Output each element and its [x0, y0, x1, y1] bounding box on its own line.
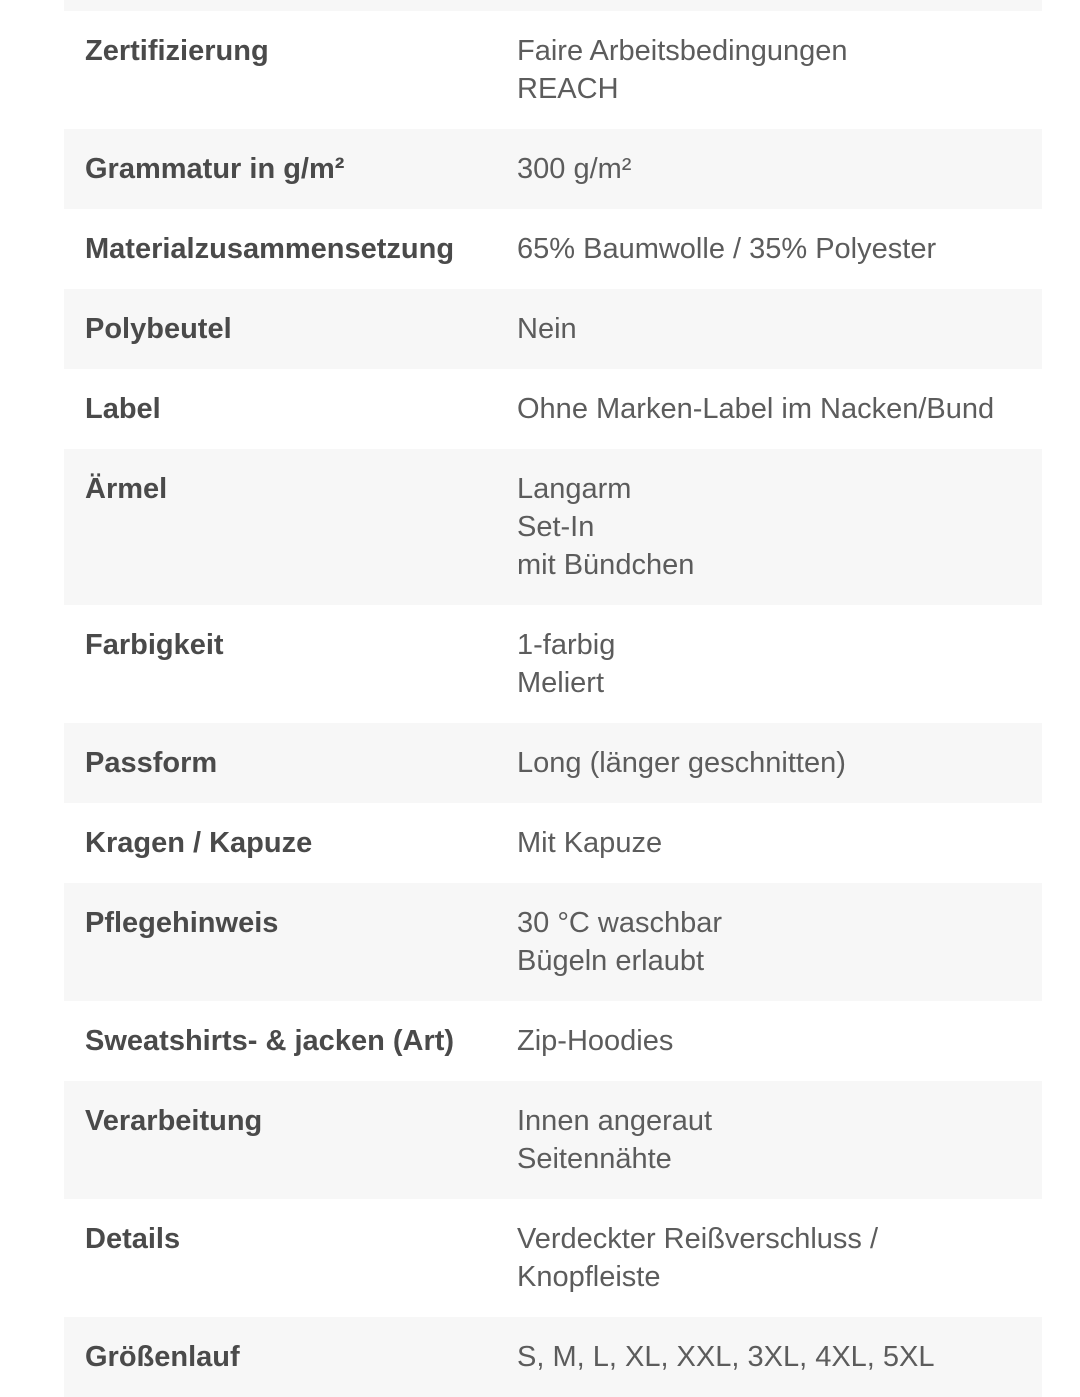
spec-row — [64, 803, 1042, 883]
spec-value: Innen angeraut — [517, 1105, 713, 1137]
spec-value: Mit Kapuze — [517, 827, 663, 859]
spec-label: Label — [85, 393, 161, 425]
spec-values — [517, 32, 1042, 108]
spec-value: 65% Baumwolle / 35% Polyester — [517, 233, 937, 265]
spec-row — [64, 129, 1042, 209]
spec-value: Verdeckter Reißverschluss / — [517, 1223, 879, 1255]
spec-row — [64, 449, 1042, 605]
spec-values — [517, 390, 1042, 428]
spec-label: Kragen / Kapuze — [85, 827, 313, 859]
spec-label: Polybeutel — [85, 313, 232, 345]
spec-value: mit Bündchen — [517, 549, 695, 581]
spec-values — [517, 310, 1042, 348]
spec-row — [64, 883, 1042, 1001]
product-spec-table — [64, 0, 1042, 1397]
spec-value: 300 g/m² — [517, 153, 632, 185]
spec-rows — [64, 11, 1042, 1397]
spec-value: REACH — [517, 73, 619, 105]
spec-values — [517, 230, 1042, 268]
spec-row — [64, 1317, 1042, 1397]
spec-value: Meliert — [517, 667, 605, 699]
spec-row — [64, 369, 1042, 449]
spec-value: Langarm — [517, 473, 632, 505]
spec-values — [517, 470, 1042, 584]
spec-values — [517, 1338, 1042, 1376]
spec-value: Bügeln erlaubt — [517, 945, 705, 977]
spec-value: 30 °C waschbar — [517, 907, 723, 939]
spec-label: Pflegehinweis — [85, 907, 279, 939]
spec-label: Zertifizierung — [85, 35, 269, 67]
spec-label: Grammatur in g/m² — [85, 153, 345, 185]
spec-values — [517, 824, 1042, 862]
spec-row — [64, 11, 1042, 129]
spec-values — [517, 1102, 1042, 1178]
spec-label: Ärmel — [85, 473, 168, 505]
spec-values — [517, 904, 1042, 980]
spec-row — [64, 1081, 1042, 1199]
spec-value: Long (länger geschnitten) — [517, 747, 846, 779]
spec-row — [64, 1199, 1042, 1317]
spec-label: Sweatshirts- & jacken (Art) — [85, 1025, 455, 1057]
spec-value: S, M, L, XL, XXL, 3XL, 4XL, 5XL — [517, 1341, 935, 1373]
spec-row — [64, 605, 1042, 723]
spec-label: Materialzusammensetzung — [85, 233, 455, 265]
spec-row — [64, 209, 1042, 289]
table-top-edge — [64, 0, 1042, 11]
spec-values — [517, 744, 1042, 782]
spec-value: Faire Arbeitsbedingungen — [517, 35, 848, 67]
spec-label: Verarbeitung — [85, 1105, 263, 1137]
spec-row — [64, 1001, 1042, 1081]
spec-value: Set-In — [517, 511, 595, 543]
spec-value: Knopfleiste — [517, 1261, 661, 1293]
spec-label: Details — [85, 1223, 181, 1255]
spec-values — [517, 1022, 1042, 1060]
spec-value: Nein — [517, 313, 577, 345]
spec-values — [517, 626, 1042, 702]
spec-values — [517, 150, 1042, 188]
spec-value: Zip-Hoodies — [517, 1025, 674, 1057]
spec-row — [64, 723, 1042, 803]
spec-label: Farbigkeit — [85, 629, 224, 661]
spec-row — [64, 289, 1042, 369]
spec-label: Größenlauf — [85, 1341, 240, 1373]
spec-value: Seitennähte — [517, 1143, 672, 1175]
spec-value: Ohne Marken-Label im Nacken/Bund — [517, 393, 995, 425]
spec-value: 1-farbig — [517, 629, 616, 661]
spec-values — [517, 1220, 1042, 1296]
spec-label: Passform — [85, 747, 218, 779]
